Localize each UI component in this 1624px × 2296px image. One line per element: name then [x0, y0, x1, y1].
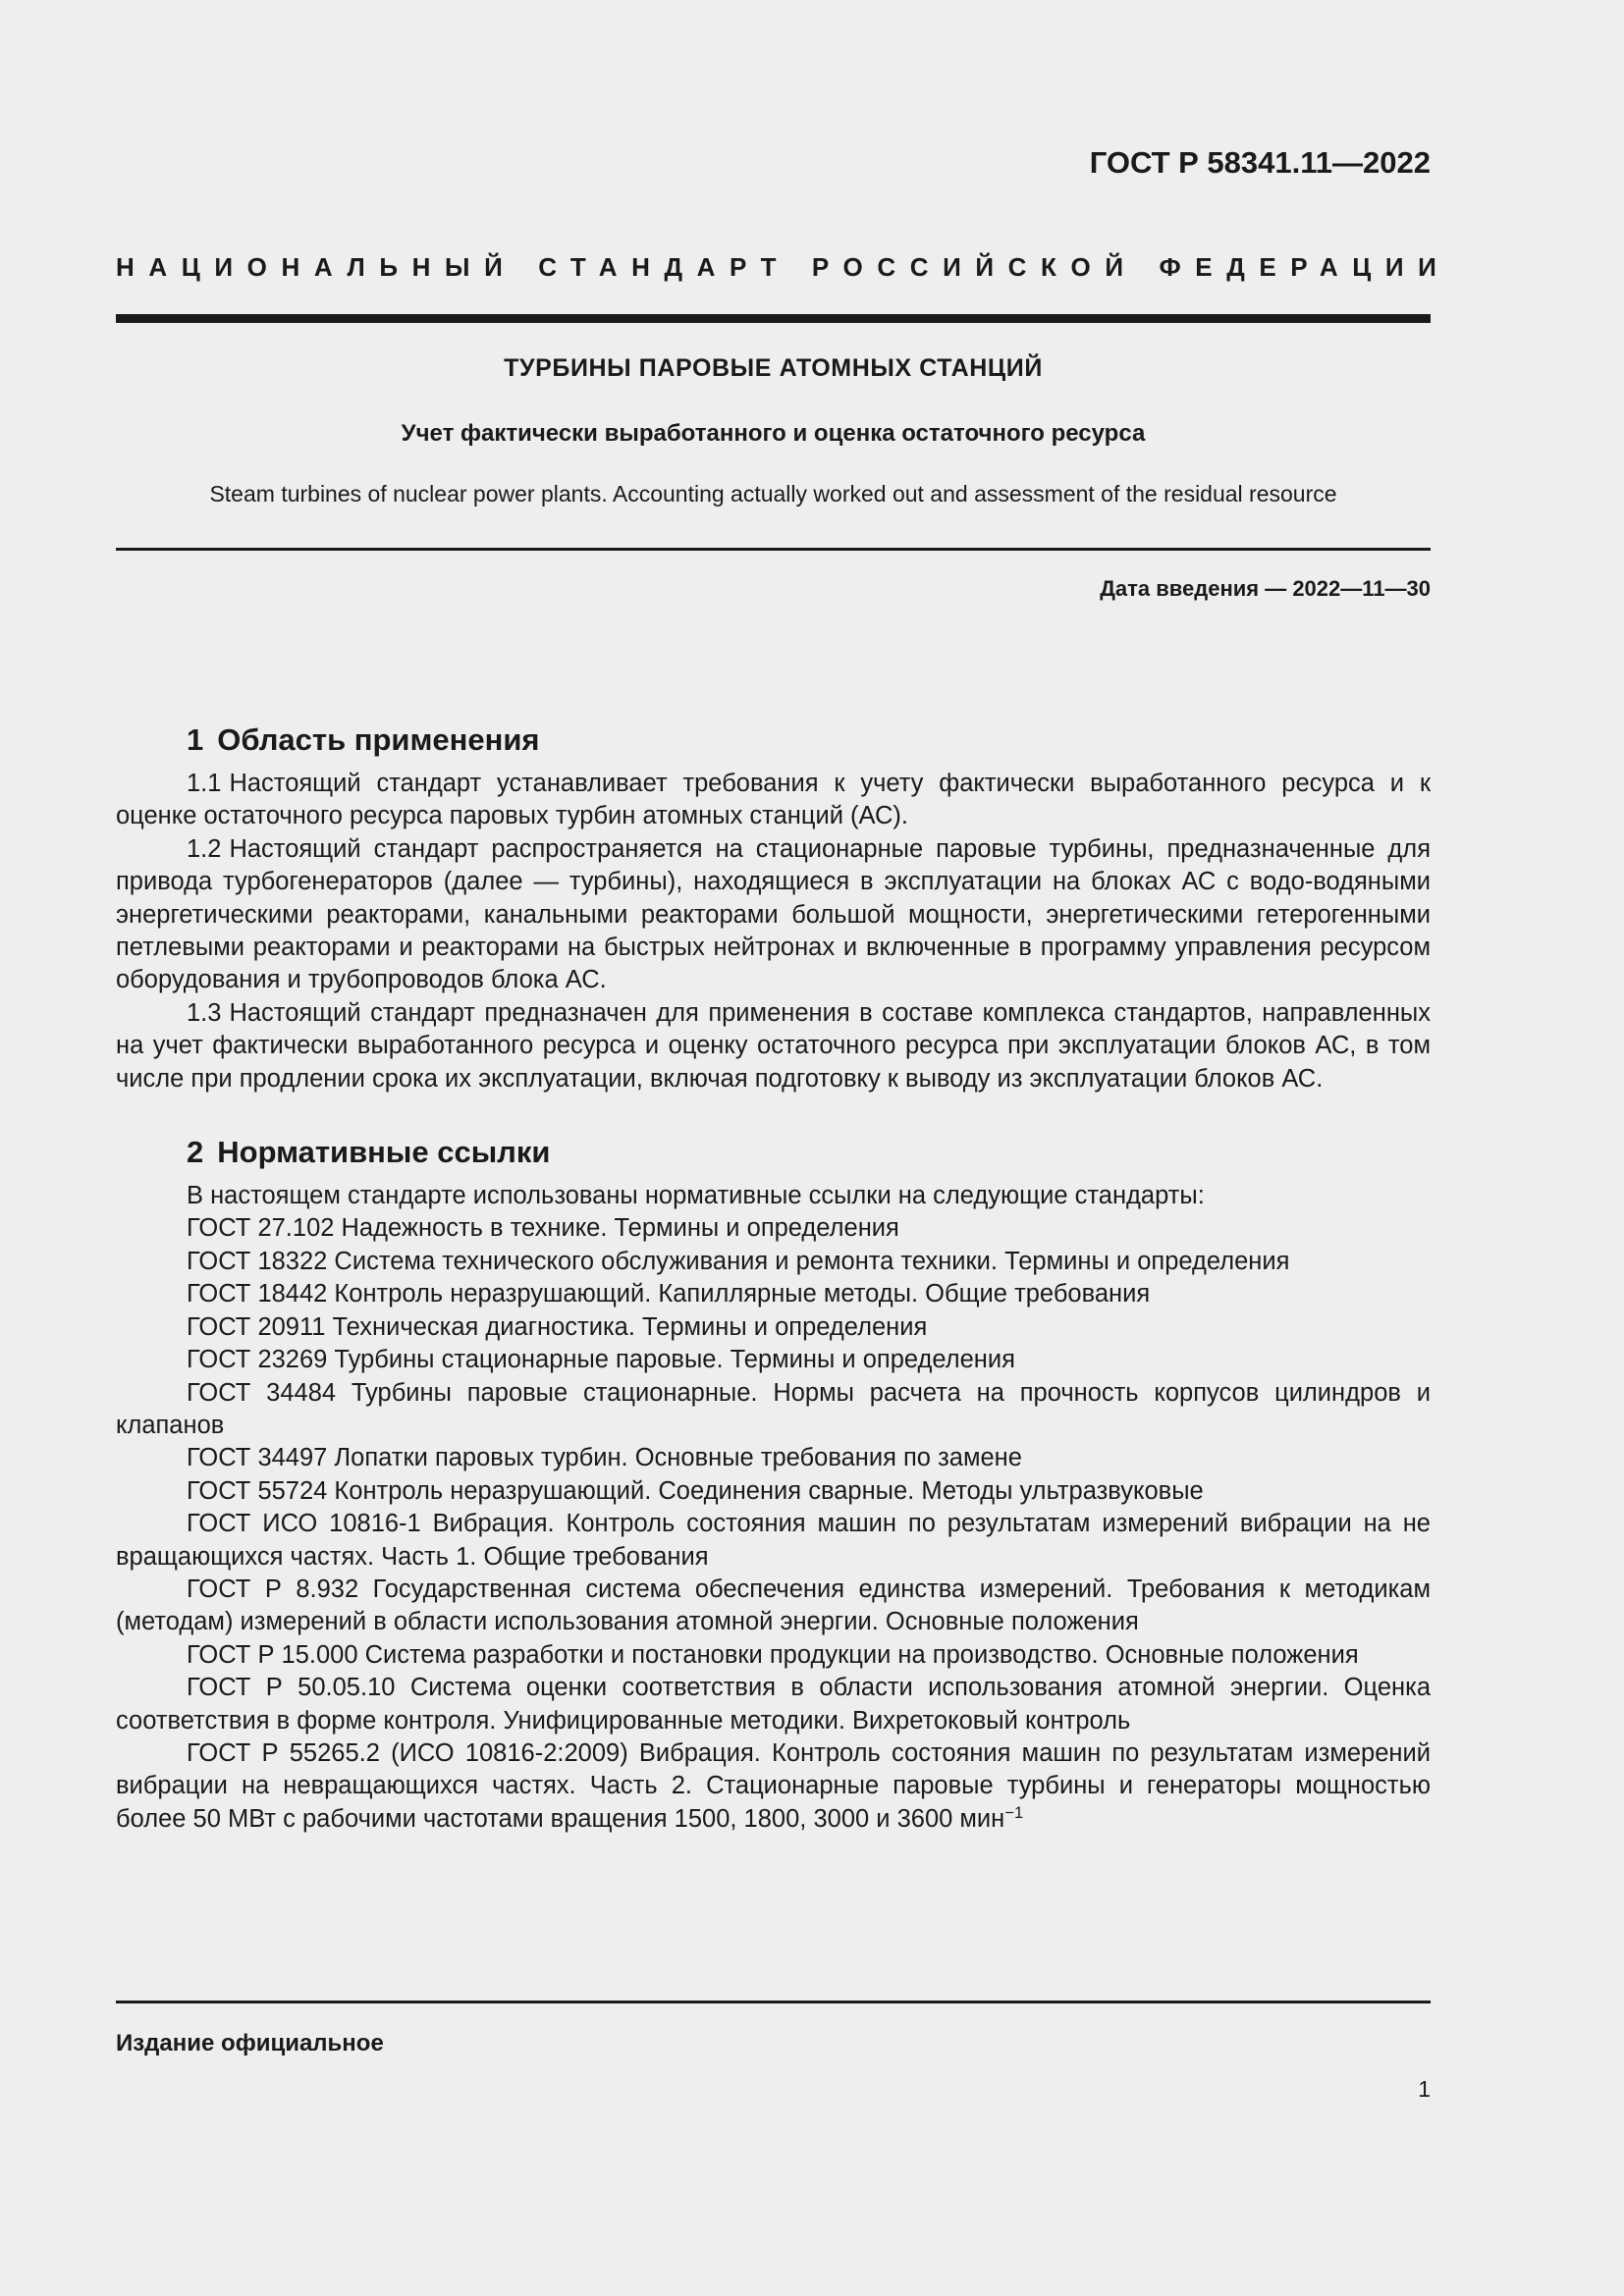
reference-item: ГОСТ 55724 Контроль неразрушающий. Соединения сварные. Методы ультразвуковые	[187, 1476, 1204, 1505]
reference-item: ГОСТ 18442 Контроль неразрушающий. Капиллярные методы. Общие требования	[187, 1280, 1151, 1308]
document-title-english: Steam turbines of nuclear power plants. Accounting actually worked out and assessment of the residual resource	[209, 481, 1337, 507]
title-divider	[116, 548, 1431, 551]
header-divider	[116, 314, 1431, 323]
reference-item: ГОСТ Р 50.05.10 Система оценки соответствия в области использования атомной энергии. Оценка соответствия в форме контроля. Унифицированные методики. Вихретоковый контроль	[116, 1674, 1431, 1735]
document-title: ТУРБИНЫ ПАРОВЫЕ АТОМНЫХ СТАНЦИЙ	[504, 354, 1043, 382]
reference-item: ГОСТ 34497 Лопатки паровых турбин. Основные требования по замене	[187, 1444, 1022, 1472]
paragraph-1-2: 1.2 Настоящий стандарт распространяется на стационарные паровые турбины, предназначенные для привода турбогенераторов (далее — турбины), находящиеся в эксплуатации на блоках АС с водо-водяными энергетическими реакторами, канальными реакторами большой мощности, энергетическими гетерогенными петлевыми реакторами и реакторами на быстрых нейтронах и включенные в программу управления ресурсом оборудования и трубопроводов блока АС.	[116, 834, 1431, 994]
reference-item: ГОСТ ИСО 10816-1 Вибрация. Контроль состояния машин по результатам измерений вибрации на не вращающихся частях. Часть 1. Общие требования	[116, 1510, 1431, 1571]
section-heading-scope: 1 Область применения	[187, 722, 540, 757]
reference-item: ГОСТ 23269 Турбины стационарные паровые. Термины и определения	[187, 1346, 1015, 1374]
reference-item: ГОСТ Р 55265.2 (ИСО 10816-2:2009) Вибрация. Контроль состояния машин по результатам измерений вибрации на невращающихся частях. Часть 2. Стационарные паровые турбины и генераторы мощностью более 50 МВт с рабочими частотами вращения 1500, 1800, 3000 и 3600 мин$^{-1}$	[116, 1738, 1431, 1833]
reference-item: ГОСТ 20911 Техническая диагностика. Термины и определения	[187, 1312, 928, 1341]
references-intro: В настоящем стандарте использованы нормативные ссылки на следующие стандарты:	[187, 1182, 1205, 1210]
paragraph-1-3: 1.3 Настоящий стандарт предназначен для применения в составе комплекса стандартов, направленных на учет фактически выработанного ресурса и оценку остаточного ресурса при эксплуатации блоков АС, в том числе при продлении срока их эксплуатации, включая подготовку к выводу из эксплуатации блоков АС.	[116, 998, 1431, 1093]
reference-item: ГОСТ 27.102 Надежность в технике. Термины и определения	[187, 1214, 899, 1243]
reference-item: ГОСТ Р 8.932 Государственная система обеспечения единства измерений. Требования к методикам (методам) измерений в области использования атомной энергии. Основные положения	[116, 1575, 1431, 1636]
official-edition-label: Издание официальное	[116, 2030, 384, 2056]
national-standard-heading: НАЦИОНАЛЬНЫЙ СТАНДАРТ РОССИЙСКОЙ ФЕДЕРАЦИИ	[116, 252, 1451, 282]
reference-item: ГОСТ Р 15.000 Система разработки и постановки продукции на производство. Основные положения	[187, 1640, 1359, 1669]
section-heading-normative-references: 2 Нормативные ссылки	[187, 1135, 551, 1170]
page-number: 1	[1418, 2076, 1431, 2102]
paragraph-1-1: 1.1 Настоящий стандарт устанавливает требования к учету фактически выработанного ресурса и к оценке остаточного ресурса паровых турбин атомных станций (АС).	[116, 770, 1431, 830]
introduction-date: Дата введения — 2022—11—30	[1100, 576, 1431, 601]
document-body	[116, 719, 1431, 1836]
footer-divider	[116, 2001, 1431, 2003]
document-subtitle: Учет фактически выработанного и оценка остаточного ресурса	[401, 420, 1146, 447]
reference-item: ГОСТ 18322 Система технического обслуживания и ремонта техники. Термины и определения	[187, 1247, 1290, 1275]
document-number: ГОСТ Р 58341.11—2022	[1089, 145, 1431, 180]
reference-item: ГОСТ 34484 Турбины паровые стационарные. Нормы расчета на прочность корпусов цилиндров и клапанов	[116, 1378, 1431, 1439]
superscript: −1	[1004, 1802, 1024, 1822]
